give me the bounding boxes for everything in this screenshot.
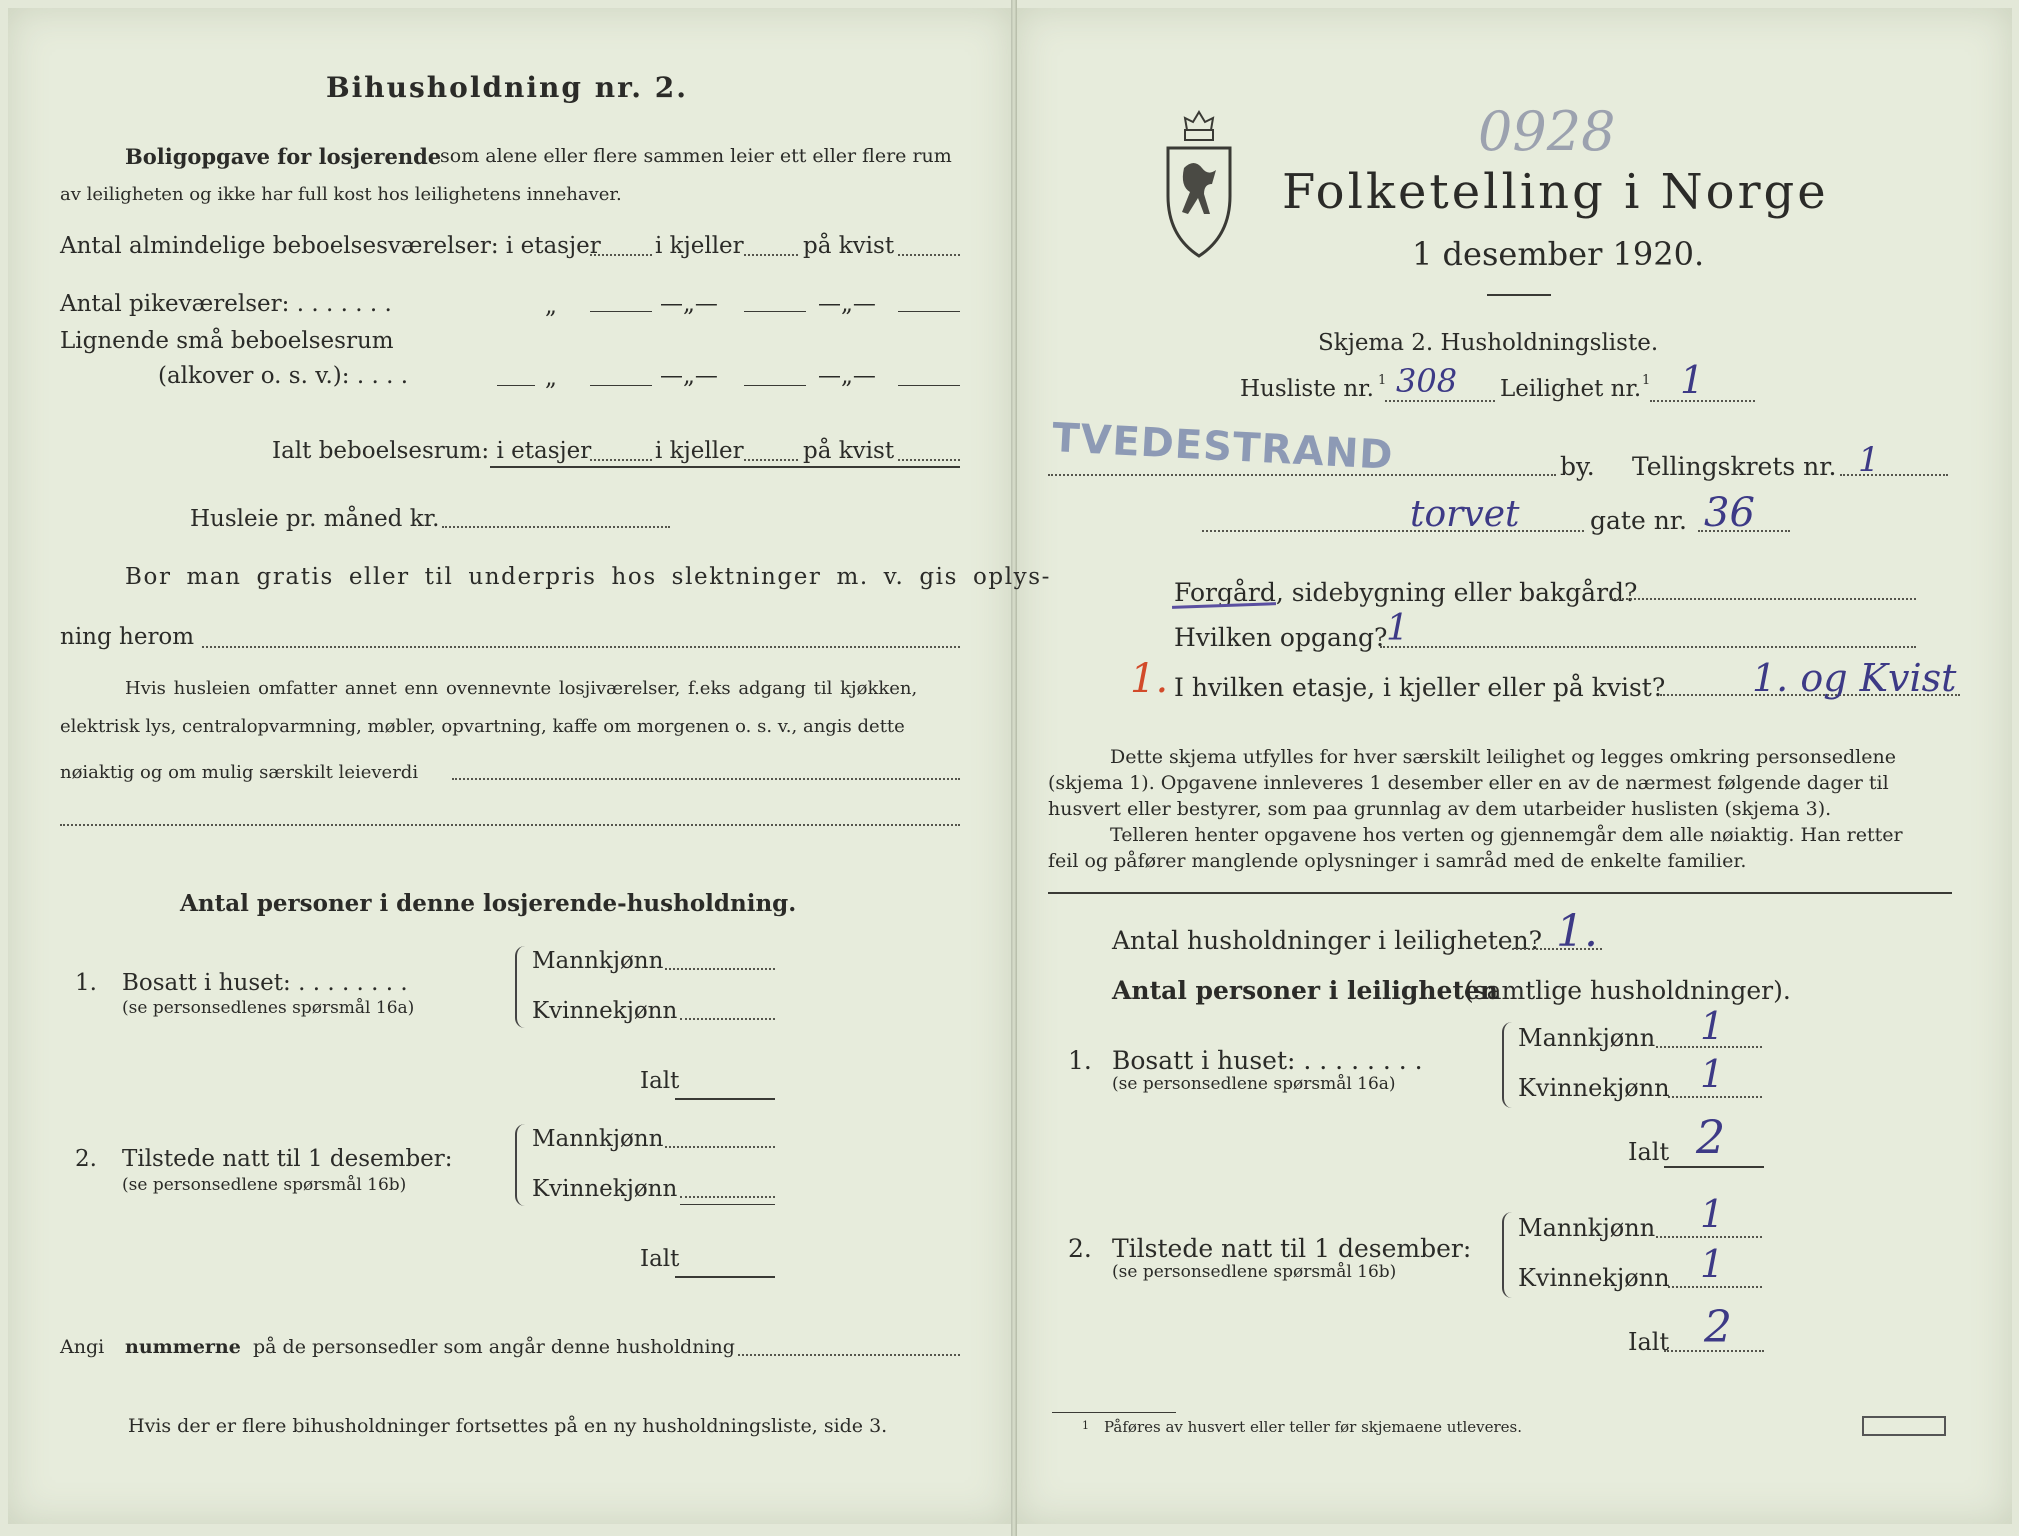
numbers-bold: nummerne [125, 1336, 241, 1358]
right-q1-label: Bosatt i huset: . . . . . . . . [1112, 1046, 1423, 1075]
total-rooms-label: Ialt beboelsesrum: i etasjer [272, 438, 592, 464]
main-title: Folketelling i Norge [1282, 164, 1829, 220]
coat-of-arms-icon [1160, 108, 1238, 268]
gate-label: gate nr. [1590, 506, 1687, 535]
right-q1-male: 1 [1700, 1004, 1725, 1048]
opgang-value: 1 [1386, 608, 1409, 649]
husliste-value: 308 [1396, 362, 1458, 400]
right-q1-female: 1 [1700, 1052, 1725, 1096]
rent-label: Husleie pr. måned kr. [190, 506, 440, 532]
schema-label: Skjema 2. Husholdningsliste. [1318, 330, 1659, 356]
right-q1-total: 2 [1696, 1110, 1726, 1164]
husliste-label: Husliste nr. [1240, 376, 1374, 402]
left-q2-label: Tilstede natt til 1 desember: [122, 1146, 453, 1172]
left-q2-sub: (se personsedlene spørsmål 16b) [122, 1175, 407, 1195]
left-title: Bihusholdning nr. 2. [326, 71, 688, 104]
free-text-2: ning herom [60, 624, 195, 650]
instruction-4: Telleren henter opgavene hos verten og gjennemgår dem alle nøiaktig. Han retter [1110, 824, 1903, 846]
printer-mark-icon [1862, 1416, 1946, 1436]
continue-note: Hvis der er flere bihusholdninger fortsettes på en ny husholdningsliste, side 3. [128, 1415, 888, 1437]
persons-heading-right-rest: (samtlige husholdninger). [1464, 976, 1791, 1005]
numbers-pre: Angi [60, 1336, 105, 1358]
intro-text-1: som alene eller flere sammen leier ett eller flere rum [440, 145, 952, 167]
gate-value: 36 [1704, 490, 1755, 536]
instruction-3: husvert eller bestyrer, som paa grunnlag av dem utarbeider huslisten (skjema 3). [1048, 798, 1832, 820]
right-q2-male: 1 [1700, 1192, 1725, 1236]
note-text-3: nøiaktig og om mulig særskilt leieverdi [60, 762, 419, 783]
intro-bold: Boligopgave for losjerende [125, 144, 442, 169]
red-mark: 1. [1130, 656, 1169, 702]
street-value: torvet [1410, 494, 1520, 535]
households-question: Antal husholdninger i leiligheten? [1112, 926, 1543, 955]
pike-label: Antal pikeværelser: . . . . . . . [60, 291, 392, 317]
right-q2-label: Tilstede natt til 1 desember: [1112, 1234, 1472, 1263]
households-value: 1. [1556, 906, 1598, 957]
free-text-1: Bor man gratis eller til underpris hos slektninger m. v. gis oplys- [125, 564, 1052, 590]
census-date: 1 desember 1920. [1412, 235, 1705, 273]
left-q1-label: Bosatt i huset: . . . . . . . . [122, 970, 408, 996]
rooms-kvist: på kvist [803, 233, 895, 259]
etasje-value: 1. og Kvist [1752, 656, 1957, 700]
rooms-label: Antal almindelige beboelsesværelser: i etasjer [60, 233, 601, 259]
instruction-1: Dette skjema utfylles for hver særskilt leilighet og legges omkring personsedlene [1110, 746, 1896, 768]
census-sheet: Bihusholdning nr. 2. Boligopgave for losjerende som alene eller flere sammen leier ett eller flere rum av leiligheten og ikke har full kost hos leilighetens innehaver. Antal almindelige beboelsesværelser: i etasjer i kjeller på kvist Antal pikeværelser: . . . . . . . „ —„— —„— Lignende små beboelsesrum (alkover o. s. v.): . . . . „ —„— —„— Ialt beboelsesrum: i etasjer i kjeller på kvist Husleie pr. måned kr. Bor man gratis eller til underpris hos slektninger m. v. gis oplys- ning herom Hvis husleien omfatter annet enn ovennevnte losjiværelser, f.eks adgang til kjøkken, elektrisk lys, centralopvarmning, møbler, opvartning, kaffe om morgenen o. s. v., angis dette nøiaktig og om mulig særskilt leieverdi Antal personer i denne losjerende-husholdning. 1. Bosatt i huset: . . . . . . . . (se personsedlenes spørsmål 16a) Mannkjønn Kvinnekjønn Ialt 2. Tilstede natt til 1 desember: (se personsedlene spørsmål 16b) Mannkjønn Kvinnekjønn Ialt Angi nummerne på de personsedler som angår denne husholdning Hvis der er flere bihusholdninger fortsettes på en ny husholdningsliste, side 3. 0928 Folketelling i Norge 1 desember 1920. Skjema 2. Husholdningsliste. Husliste nr. 1 308 Leilighet nr. 1 1 TVEDESTRAND by. Tellingskrets nr. 1 torvet gate nr. 36 Forgård, sidebygning eller bakgård? Hvilken opgang? 1 1. I hvilken etasje, i kjeller eller på kvist? 1. og Kvist Dette skjema utfylles for hver særskilt leilighet og legges omkring personsedlene (skjema 1). Opgavene innleveres 1 desember eller en av de nærmest følgende dager til husvert eller bestyrer, som paa grunnlag av dem utarbeider huslisten (skjema 3). Telleren henter opgavene hos verten og gjennemgår dem alle nøiaktig. Han retter feil og påfører manglende oplysninger i samråd med de enkelte familier. Antal husholdninger i leiligheten? 1. Antal personer i leiligheten (samtlige husholdninger). 1. Bosatt i huset: . . . . . . . . (se personsedlene spørsmål 16a) Mannkjønn 1 Kvinnekjønn 1 Ialt 2 2. Tilstede natt til 1 desember: (se personsedlene spørsmål 16b) Mannkjønn 1 Kvinnekjønn 1 Ialt 2 1 Påføres av husvert eller teller før skjemaene utleveres. [0, 0, 2019, 1536]
numbers-post: på de personsedler som angår denne husholdning [253, 1336, 735, 1358]
leilighet-label: Leilighet nr. [1500, 376, 1642, 402]
note-text-2: elektrisk lys, centralopvarmning, møbler, opvartning, kaffe om morgenen o. s. v., angis dette [60, 716, 905, 737]
page-fold [1011, 0, 1017, 1536]
rooms-kjeller: i kjeller [655, 233, 744, 259]
opgang-question: Hvilken opgang? [1174, 623, 1388, 652]
persons-heading-left: Antal personer i denne losjerende-husholdning. [180, 890, 797, 917]
archive-number: 0928 [1478, 100, 1616, 163]
etasje-question: I hvilken etasje, i kjeller eller på kvist? [1174, 673, 1666, 702]
intro-text-2: av leiligheten og ikke har full kost hos leilighetens innehaver. [60, 184, 622, 205]
left-q1-sub: (se personsedlenes spørsmål 16a) [122, 998, 415, 1018]
note-text-1: Hvis husleien omfatter annet enn ovennevnte losjiværelser, f.eks adgang til kjøkken, [125, 678, 918, 699]
leilighet-value: 1 [1680, 358, 1705, 402]
persons-heading-right: Antal personer i leiligheten [1112, 976, 1499, 1005]
footnote: Påføres av husvert eller teller før skjemaene utleveres. [1104, 1418, 1522, 1436]
tellingskrets-value: 1 [1858, 440, 1880, 480]
right-q1-sub: (se personsedlene spørsmål 16a) [1112, 1074, 1396, 1094]
instruction-2: (skjema 1). Opgavene innleveres 1 desember eller en av de nærmest følgende dager til [1048, 772, 1889, 794]
small-rooms-label-2: (alkover o. s. v.): . . . . [158, 363, 409, 389]
tellingskrets-label: Tellingskrets nr. [1632, 452, 1837, 481]
right-q2-sub: (se personsedlene spørsmål 16b) [1112, 1262, 1397, 1282]
right-q2-total: 2 [1704, 1302, 1732, 1353]
right-q2-female: 1 [1700, 1242, 1725, 1286]
instruction-5: feil og påfører manglende oplysninger i samråd med de enkelte familier. [1048, 850, 1747, 872]
small-rooms-label-1: Lignende små beboelsesrum [60, 328, 394, 354]
town-stamp: TVEDESTRAND [1051, 415, 1395, 479]
by-label: by. [1560, 452, 1595, 481]
forgaard-question: Forgård, sidebygning eller bakgård? [1174, 578, 1638, 607]
